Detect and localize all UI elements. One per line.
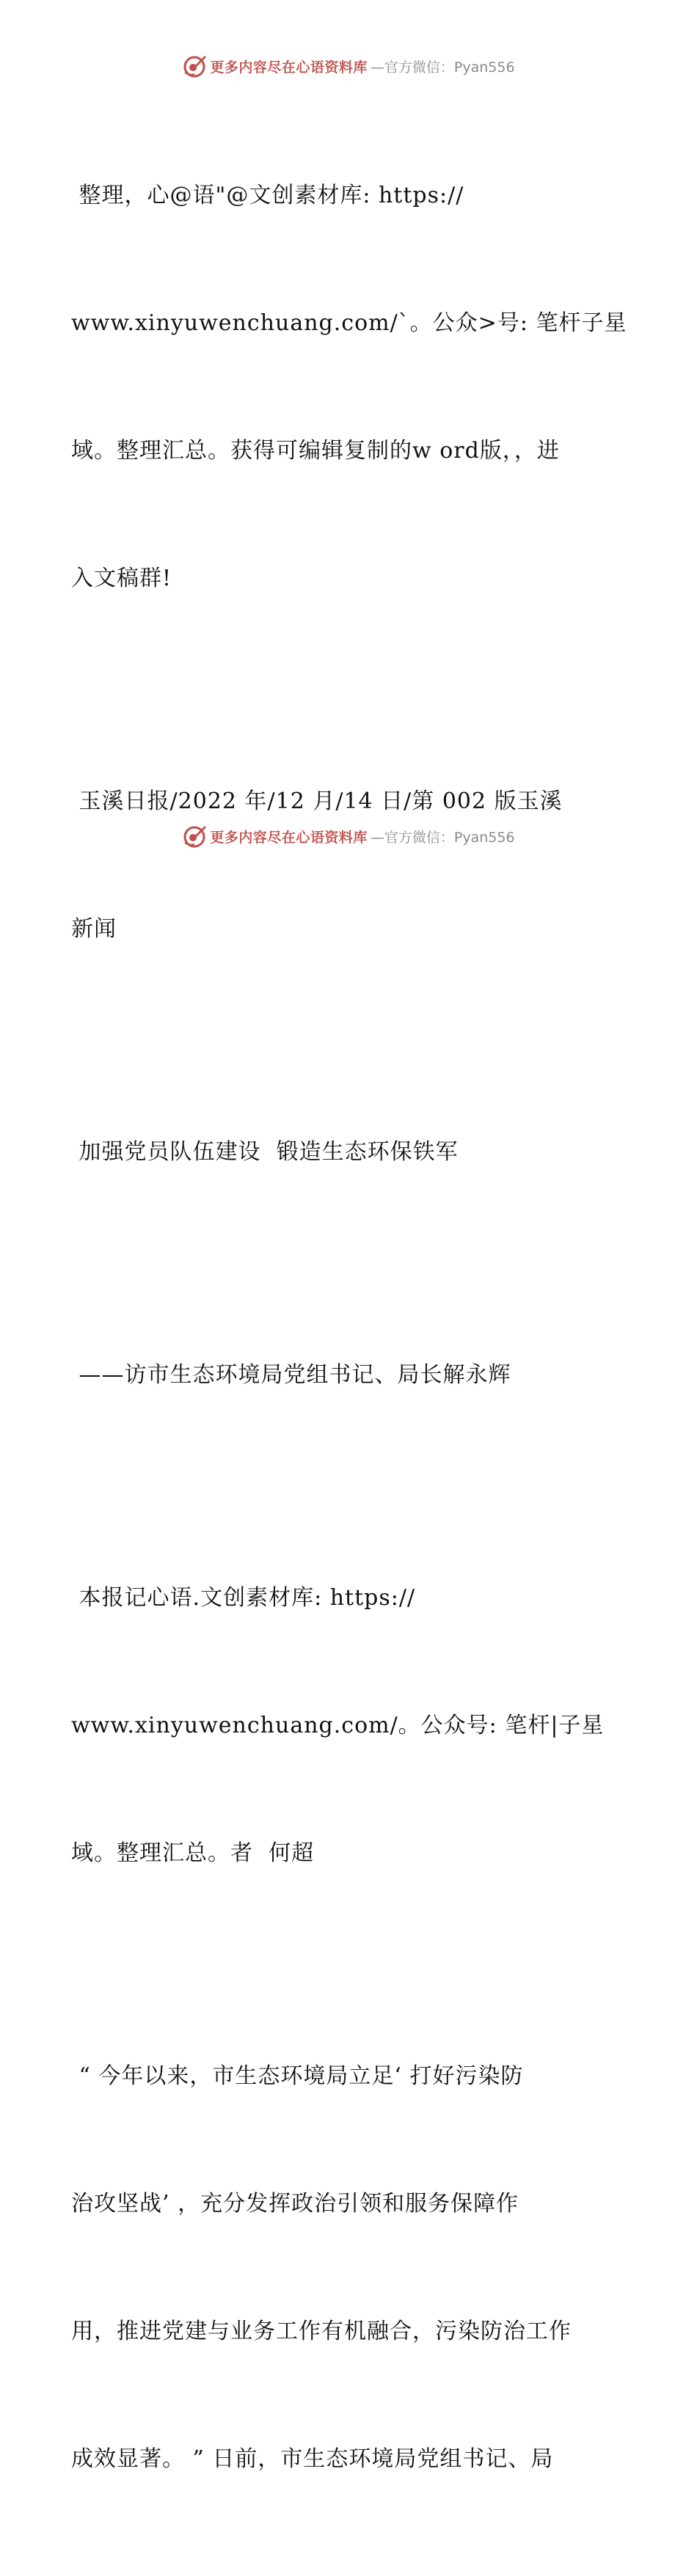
text-line: 玉溪日报/2022 年/12 月/14 日/第 002 版玉溪 [71, 788, 563, 814]
text-line: 域。整理汇总。者 何超 [71, 1840, 315, 1866]
article-headline [71, 1046, 629, 1259]
brush-logo-icon [182, 824, 207, 849]
footer-banner [0, 822, 697, 851]
text-line: 加强党员队伍建设 锻造生态环保铁军 [71, 1139, 459, 1165]
text-line: 成效显著。 ” 日前，市生态环境局党组书记、局 [71, 2446, 554, 2472]
byline-paragraph [71, 1492, 629, 1960]
text-line: www.xinyuwenchuang.com/`。公众>号: 笔杆子星 [71, 310, 627, 336]
header-banner-text: 更多内容尽在心语资料库 [210, 59, 368, 76]
article-subheadline [71, 1269, 629, 1482]
intro-paragraph [71, 89, 629, 685]
text-line: 用，推进党建与业务工作有机融合，污染防治工作 [71, 2319, 572, 2344]
footer-banner-contact: —官方微信：Pyan556 [370, 829, 515, 846]
source-paragraph [71, 695, 629, 1036]
footer-banner-text: 更多内容尽在心语资料库 [210, 829, 368, 846]
text-line: “ 今年以来，市生态环境局立足‘ 打好污染防 [71, 2063, 524, 2089]
header-banner-contact: —官方微信：Pyan556 [370, 59, 515, 76]
header-banner [0, 51, 697, 81]
header-banner-inner [182, 54, 514, 78]
footer-banner-inner [182, 824, 514, 849]
brush-logo-icon [182, 54, 207, 78]
text-line: 整理，心@语"@文创素材库: https:// [71, 183, 464, 208]
text-line: 本报记心语.文创素材库: https:// [71, 1585, 416, 1611]
text-line: 治攻坚战’ ，充分发挥政治引领和服务保障作 [71, 2191, 519, 2217]
text-line: 入文稿群! [71, 566, 172, 591]
body-paragraph [71, 1970, 629, 2566]
text-line: 新闻 [71, 916, 117, 942]
document-body [71, 89, 629, 2576]
text-line: www.xinyuwenchuang.com/。公众号: 笔杆|子星 [71, 1713, 605, 1738]
text-line: ——访市生态环境局党组书记、局长解永辉 [71, 1362, 511, 1388]
text-line: 域。整理汇总。获得可编辑复制的w ord版，，进 [71, 438, 560, 464]
